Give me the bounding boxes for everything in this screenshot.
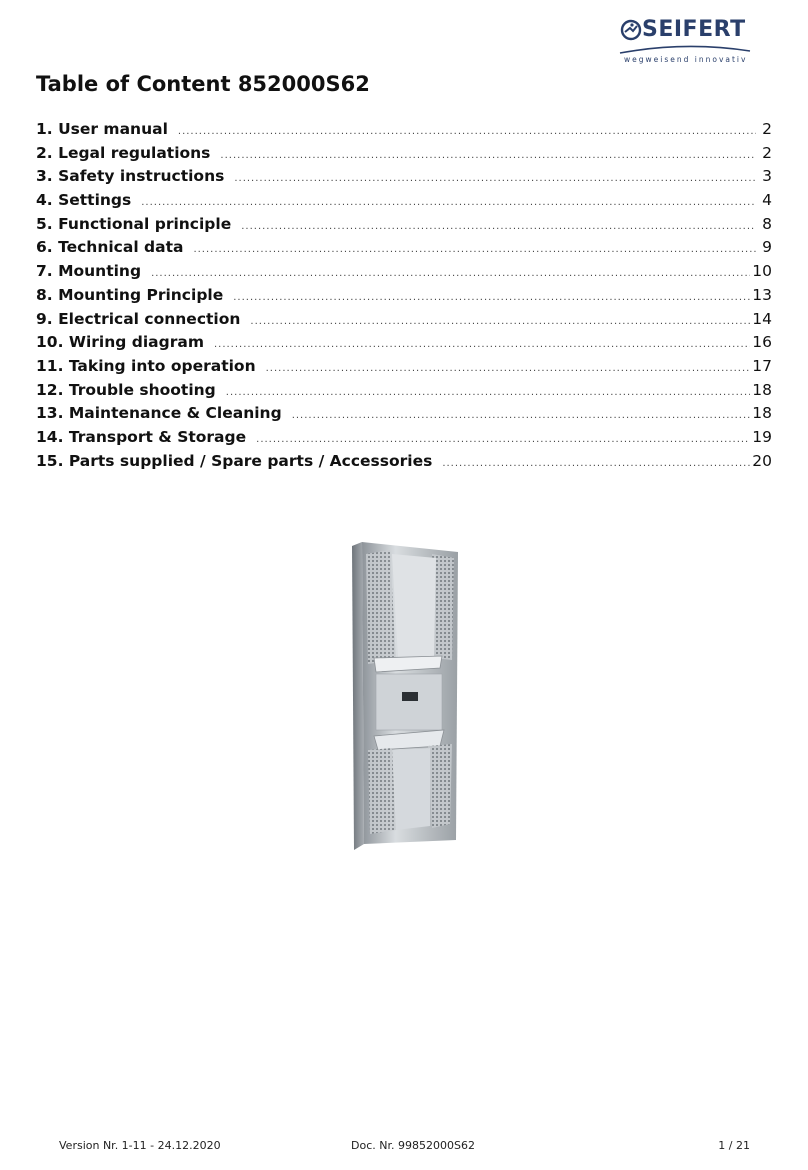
toc-entry-title: 2. Legal regulations (36, 143, 211, 162)
toc-leader-dots (442, 452, 750, 476)
product-image (340, 540, 470, 855)
toc-entry-title: 14. Transport & Storage (36, 427, 247, 446)
toc-entry[interactable] (36, 331, 772, 355)
toc-entry[interactable] (36, 284, 772, 308)
toc-entry-page: 13 (752, 285, 772, 304)
toc-entry[interactable] (36, 118, 772, 142)
toc-entry-page: 2 (762, 120, 772, 138)
toc-entry[interactable] (36, 426, 772, 450)
toc-entry-page: 9 (762, 238, 772, 257)
toc-entry-title: 15. Parts supplied / Spare parts / Accessories (36, 451, 433, 470)
logo-swoosh (618, 43, 752, 55)
toc-entry-title: 3. Safety instructions (36, 167, 225, 186)
toc-entry-page: 19 (752, 427, 772, 446)
toc-entry-page: 3 (762, 167, 772, 186)
toc-entry[interactable] (36, 308, 772, 332)
toc-entry-title: 11. Taking into operation (36, 356, 256, 375)
toc-leader-dots (226, 381, 750, 405)
toc-entry-page: 20 (752, 451, 772, 470)
seifert-logo (618, 16, 752, 68)
page-title: Table of Content 852000S62 (36, 72, 370, 96)
toc-entry-page: 18 (752, 404, 772, 423)
toc-entry[interactable] (36, 450, 772, 474)
toc-entry[interactable] (36, 355, 772, 379)
toc-entry[interactable] (36, 142, 772, 166)
toc-entry-title: 4. Settings (36, 191, 132, 210)
toc-entry-title: 12. Trouble shooting (36, 380, 216, 399)
toc-entry-page: 18 (752, 380, 772, 399)
toc-entry-page: 2 (762, 143, 772, 162)
toc-entry[interactable] (36, 213, 772, 237)
toc-entry-title: 7. Mounting (36, 262, 142, 281)
logo-name: SEIFERT (642, 17, 746, 42)
toc-entry-title: 9. Electrical connection (36, 309, 241, 328)
toc-entry[interactable] (36, 260, 772, 284)
toc-entry-page: 14 (752, 309, 772, 328)
toc-entry-title: 1. User manual (36, 120, 168, 138)
toc-leader-dots (250, 310, 750, 334)
page-footer (0, 1139, 808, 1155)
seifert-logo-icon (620, 19, 642, 41)
toc-leader-dots (241, 215, 756, 239)
logo-tagline: wegweisend innovativ (624, 55, 748, 64)
toc-entry-title: 10. Wiring diagram (36, 333, 204, 352)
toc-entry-title: 8. Mounting Principle (36, 285, 224, 304)
toc-leader-dots (193, 238, 756, 262)
toc-entry[interactable] (36, 402, 772, 426)
footer-version: Version Nr. 1-11 - 24.12.2020 (59, 1139, 221, 1152)
table-of-contents (36, 118, 772, 473)
toc-leader-dots (234, 167, 756, 191)
footer-doc-number: Doc. Nr. 99852000S62 (351, 1139, 475, 1152)
toc-leader-dots (256, 428, 750, 452)
toc-entry[interactable] (36, 379, 772, 403)
toc-entry-page: 4 (762, 191, 772, 210)
toc-leader-dots (141, 191, 756, 215)
toc-leader-dots (151, 262, 750, 286)
toc-entry-title: 5. Functional principle (36, 214, 232, 233)
toc-entry-title: 13. Maintenance & Cleaning (36, 404, 282, 423)
toc-entry-page: 17 (752, 356, 772, 375)
toc-leader-dots (266, 357, 751, 381)
toc-entry-page: 10 (752, 262, 772, 281)
footer-page-number: 1 / 21 (718, 1139, 750, 1152)
toc-entry[interactable] (36, 165, 772, 189)
toc-leader-dots (178, 120, 756, 144)
toc-leader-dots (220, 144, 756, 168)
toc-leader-dots (214, 333, 750, 357)
toc-entry-title: 6. Technical data (36, 238, 184, 257)
toc-entry[interactable] (36, 236, 772, 260)
toc-leader-dots (292, 404, 751, 428)
toc-leader-dots (233, 286, 750, 310)
toc-entry[interactable] (36, 189, 772, 213)
toc-entry-page: 8 (762, 214, 772, 233)
toc-entry-page: 16 (752, 333, 772, 352)
